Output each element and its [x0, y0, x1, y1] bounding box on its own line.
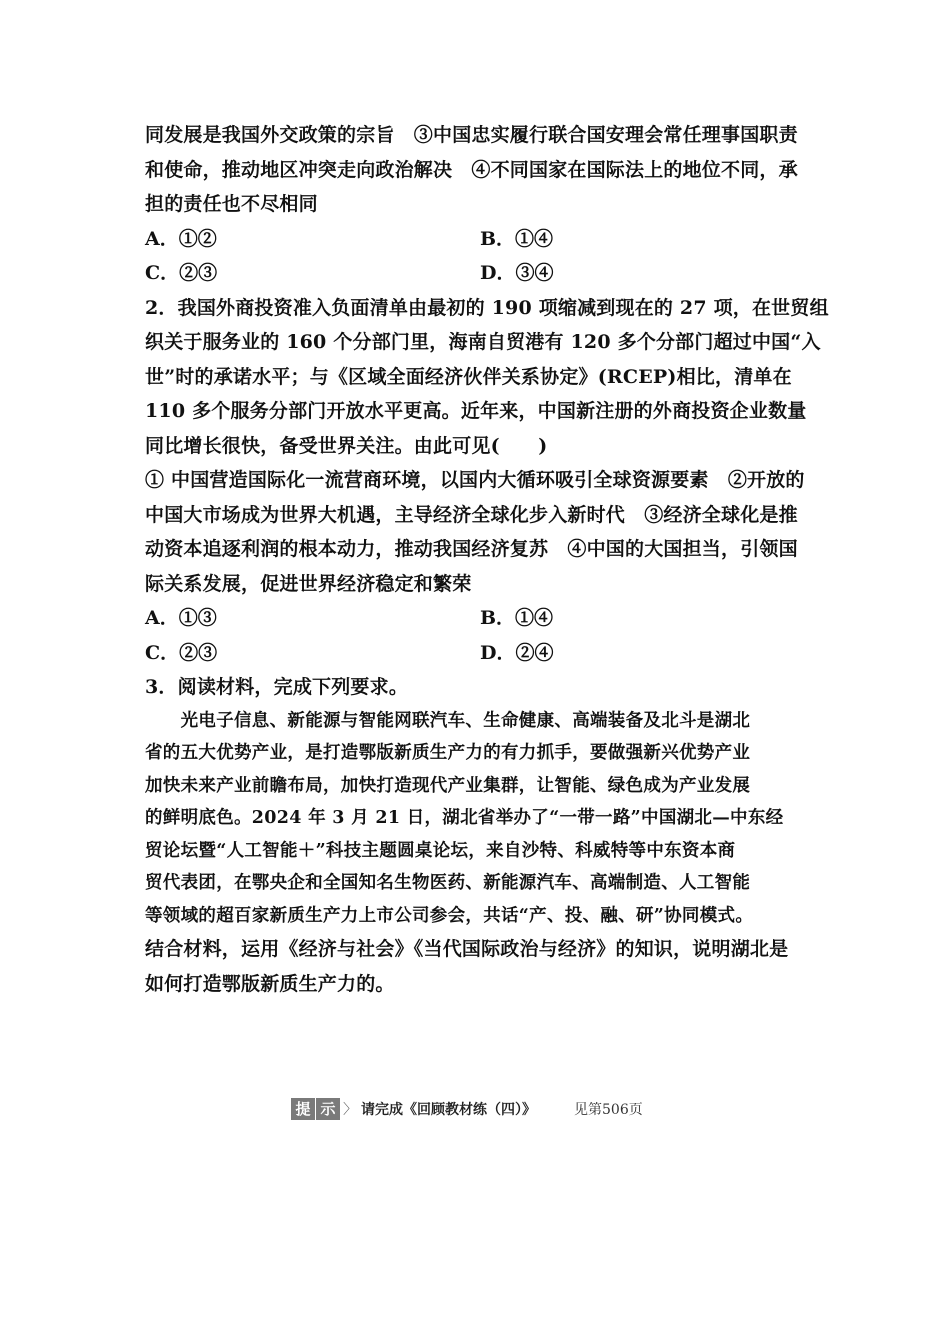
q3-material-2: 省的五大优势产业，是打造鄂版新质生产力的有力抓手，要做强新兴优势产业: [145, 743, 751, 763]
q1-options-row-1: [145, 222, 807, 257]
tip-text: 请完成《回顾教材练（四）》: [361, 1102, 536, 1118]
q3-material-3: 加快未来产业前瞻布局，加快打造现代产业集群，让智能、绿色成为产业发展: [145, 775, 751, 796]
q2-option-c: C．②③: [145, 641, 218, 664]
q1-option-b: B．①④: [480, 227, 554, 250]
q2-options-row-2: [145, 636, 807, 671]
tip-separator-icon: 〉: [343, 1102, 357, 1118]
q1-line-2: 和使命，推动地区冲突走向政治解决 ④不同国家在国际法上的地位不同，承: [145, 158, 798, 181]
q2-line-5: 同比增长很快，备受世界关注。由此可见( ): [145, 434, 548, 457]
q3-question-2: 如何打造鄂版新质生产力的。: [145, 972, 395, 995]
q2-statement-3: 动资本追逐利润的根本动力，推动我国经济复苏 ④中国的大国担当，引领国: [145, 538, 798, 560]
q2-line-4: 110 多个服务分部门开放水平更高。近年来，中国新注册的外商投资企业数量: [145, 400, 807, 422]
q3-material-5: 贸论坛暨“人工智能＋”科技主题圆桌论坛，来自沙特、科威特等中东资本商: [145, 840, 736, 861]
q2-line-2: 织关于服务业的 160 个分部门里，海南自贸港有 120 多个分部门超过中国“入: [145, 331, 821, 353]
q2-line-3: 世”时的承诺水平；与《区域全面经济伙伴关系协定》(RCEP)相比，清单在: [145, 365, 792, 388]
tip-char-1: 提: [291, 1098, 315, 1120]
q2-option-d: D．②④: [480, 641, 554, 664]
q1-line-1: 同发展是我国外交政策的宗旨 ③中国忠实履行联合国安理会常任理事国职责: [145, 124, 798, 146]
q1-options-row-2: [145, 256, 807, 291]
q1-line-3: 担的责任也不尽相同: [145, 193, 318, 215]
q1-option-c: C．②③: [145, 262, 218, 284]
q3-material-1: 光电子信息、新能源与智能网联汽车、生命健康、高端装备及北斗是湖北: [145, 710, 751, 731]
q2-statement-2: 中国大市场成为世界大机遇，主导经济全球化步入新时代 ③经济全球化是推: [145, 503, 798, 526]
q2-option-a: A．①③: [145, 607, 217, 629]
q2-statement-1: ① 中国营造国际化一流营商环境，以国内大循环吸引全球资源要素 ②开放的: [145, 469, 805, 491]
q2-option-b: B．①④: [480, 607, 554, 629]
q3-material-7: 等领域的超百家新质生产力上市公司参会，共话“产、投、融、研”协同模式。: [145, 905, 754, 926]
q2-options-row-1: [145, 601, 807, 636]
tip-char-2: 示: [316, 1098, 340, 1120]
page-content: [145, 118, 829, 1001]
q2-line-1: 2．我国外商投资准入负面清单由最初的 190 项缩减到现在的 27 项，在世贸组: [145, 296, 829, 319]
q1-option-d: D．③④: [480, 262, 554, 284]
tip-badge: [291, 1098, 341, 1120]
tip-page-ref: 见第506页: [574, 1102, 643, 1118]
q3-material-6: 贸代表团，在鄂央企和全国知名生物医药、新能源汽车、高端制造、人工智能: [145, 873, 751, 893]
q2-statement-4: 际关系发展，促进世界经济稳定和繁荣: [145, 572, 472, 595]
q3-title: 3．阅读材料，完成下列要求。: [145, 676, 409, 698]
q3-question-1: 结合材料，运用《经济与社会》《当代国际政治与经济》的知识，说明湖北是: [145, 938, 789, 960]
q3-material-4: 的鲜明底色。2024 年 3 月 21 日，湖北省举办了“一带一路”中国湖北—中东经: [145, 808, 784, 828]
q1-option-a: A．①②: [145, 227, 217, 250]
tip-footer: [291, 1098, 643, 1120]
